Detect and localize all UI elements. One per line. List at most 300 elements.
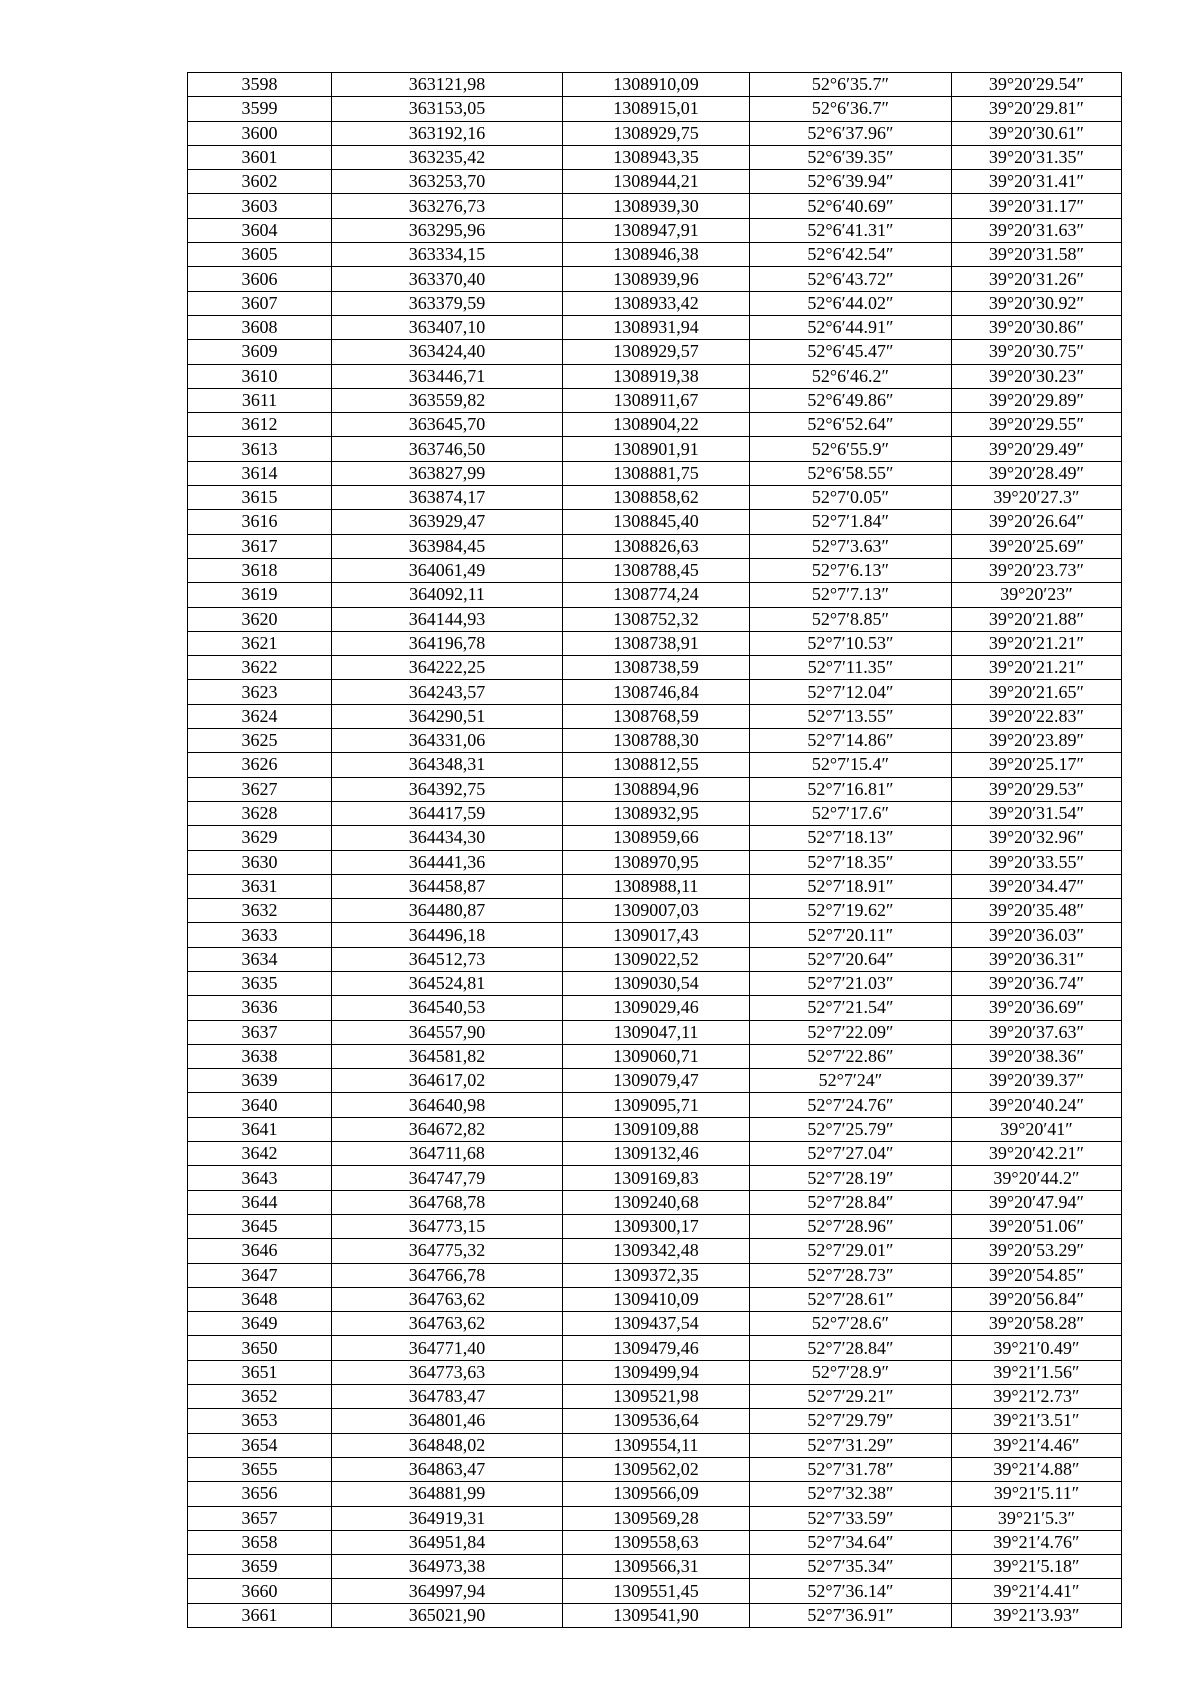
x-coordinate-cell: 363235,42: [332, 145, 563, 169]
latitude-cell: 52°7′7.13″: [750, 583, 952, 607]
y-coordinate-cell: 1308894,96: [563, 777, 750, 801]
latitude-cell: 52°7′31.78″: [750, 1457, 952, 1481]
longitude-cell: 39°20′39.37″: [952, 1069, 1122, 1093]
latitude-cell: 52°6′44.02″: [750, 291, 952, 315]
y-coordinate-cell: 1309554,11: [563, 1433, 750, 1457]
table-row: [188, 631, 1122, 655]
table-row: [188, 729, 1122, 753]
point-number-cell: 3629: [188, 826, 332, 850]
y-coordinate-cell: 1308943,35: [563, 145, 750, 169]
longitude-cell: 39°21′0.49″: [952, 1336, 1122, 1360]
table-row: [188, 486, 1122, 510]
x-coordinate-cell: 364773,63: [332, 1360, 563, 1384]
latitude-cell: 52°7′29.79″: [750, 1409, 952, 1433]
longitude-cell: 39°20′28.49″: [952, 461, 1122, 485]
y-coordinate-cell: 1308738,91: [563, 631, 750, 655]
latitude-cell: 52°6′45.47″: [750, 340, 952, 364]
longitude-cell: 39°21′4.41″: [952, 1579, 1122, 1603]
y-coordinate-cell: 1308959,66: [563, 826, 750, 850]
longitude-cell: 39°20′36.31″: [952, 947, 1122, 971]
longitude-cell: 39°20′23″: [952, 583, 1122, 607]
longitude-cell: 39°20′41″: [952, 1117, 1122, 1141]
point-number-cell: 3656: [188, 1482, 332, 1506]
y-coordinate-cell: 1308812,55: [563, 753, 750, 777]
point-number-cell: 3644: [188, 1190, 332, 1214]
y-coordinate-cell: 1308881,75: [563, 461, 750, 485]
point-number-cell: 3607: [188, 291, 332, 315]
x-coordinate-cell: 363827,99: [332, 461, 563, 485]
table-row: [188, 315, 1122, 339]
y-coordinate-cell: 1309047,11: [563, 1020, 750, 1044]
y-coordinate-cell: 1309479,46: [563, 1336, 750, 1360]
point-number-cell: 3633: [188, 923, 332, 947]
x-coordinate-cell: 364783,47: [332, 1385, 563, 1409]
point-number-cell: 3635: [188, 971, 332, 995]
x-coordinate-cell: 364775,32: [332, 1239, 563, 1263]
longitude-cell: 39°20′36.03″: [952, 923, 1122, 947]
latitude-cell: 52°7′21.54″: [750, 996, 952, 1020]
point-number-cell: 3622: [188, 656, 332, 680]
table-row: [188, 291, 1122, 315]
y-coordinate-cell: 1309551,45: [563, 1579, 750, 1603]
y-coordinate-cell: 1309060,71: [563, 1044, 750, 1068]
table-row: [188, 194, 1122, 218]
x-coordinate-cell: 364557,90: [332, 1020, 563, 1044]
table-row: [188, 413, 1122, 437]
latitude-cell: 52°7′16.81″: [750, 777, 952, 801]
longitude-cell: 39°20′31.58″: [952, 243, 1122, 267]
point-number-cell: 3625: [188, 729, 332, 753]
point-number-cell: 3652: [188, 1385, 332, 1409]
x-coordinate-cell: 364881,99: [332, 1482, 563, 1506]
point-number-cell: 3598: [188, 73, 332, 97]
latitude-cell: 52°7′18.35″: [750, 850, 952, 874]
point-number-cell: 3617: [188, 534, 332, 558]
x-coordinate-cell: 364348,31: [332, 753, 563, 777]
y-coordinate-cell: 1309300,17: [563, 1214, 750, 1238]
y-coordinate-cell: 1309499,94: [563, 1360, 750, 1384]
longitude-cell: 39°20′40.24″: [952, 1093, 1122, 1117]
table-row: [188, 874, 1122, 898]
x-coordinate-cell: 364458,87: [332, 874, 563, 898]
latitude-cell: 52°7′20.64″: [750, 947, 952, 971]
latitude-cell: 52°7′28.96″: [750, 1214, 952, 1238]
longitude-cell: 39°20′37.63″: [952, 1020, 1122, 1044]
y-coordinate-cell: 1308988,11: [563, 874, 750, 898]
latitude-cell: 52°7′21.03″: [750, 971, 952, 995]
latitude-cell: 52°7′28.9″: [750, 1360, 952, 1384]
table-row: [188, 1336, 1122, 1360]
table-row: [188, 1142, 1122, 1166]
latitude-cell: 52°7′22.86″: [750, 1044, 952, 1068]
point-number-cell: 3648: [188, 1287, 332, 1311]
table-row: [188, 777, 1122, 801]
point-number-cell: 3637: [188, 1020, 332, 1044]
latitude-cell: 52°7′14.86″: [750, 729, 952, 753]
table-row: [188, 170, 1122, 194]
x-coordinate-cell: 364222,25: [332, 656, 563, 680]
longitude-cell: 39°20′31.63″: [952, 218, 1122, 242]
point-number-cell: 3627: [188, 777, 332, 801]
table-row: [188, 607, 1122, 631]
x-coordinate-cell: 364496,18: [332, 923, 563, 947]
latitude-cell: 52°7′18.91″: [750, 874, 952, 898]
y-coordinate-cell: 1309132,46: [563, 1142, 750, 1166]
y-coordinate-cell: 1308774,24: [563, 583, 750, 607]
table-row: [188, 1312, 1122, 1336]
y-coordinate-cell: 1308768,59: [563, 704, 750, 728]
table-row: [188, 1117, 1122, 1141]
point-number-cell: 3599: [188, 97, 332, 121]
point-number-cell: 3643: [188, 1166, 332, 1190]
y-coordinate-cell: 1308944,21: [563, 170, 750, 194]
latitude-cell: 52°6′52.64″: [750, 413, 952, 437]
table-row: [188, 73, 1122, 97]
longitude-cell: 39°20′36.74″: [952, 971, 1122, 995]
latitude-cell: 52°6′39.94″: [750, 170, 952, 194]
longitude-cell: 39°20′21.65″: [952, 680, 1122, 704]
y-coordinate-cell: 1309029,46: [563, 996, 750, 1020]
x-coordinate-cell: 363192,16: [332, 121, 563, 145]
point-number-cell: 3630: [188, 850, 332, 874]
table-row: [188, 388, 1122, 412]
x-coordinate-cell: 364196,78: [332, 631, 563, 655]
longitude-cell: 39°20′58.28″: [952, 1312, 1122, 1336]
y-coordinate-cell: 1308929,75: [563, 121, 750, 145]
table-row: [188, 704, 1122, 728]
x-coordinate-cell: 364773,15: [332, 1214, 563, 1238]
table-row: [188, 558, 1122, 582]
longitude-cell: 39°20′32.96″: [952, 826, 1122, 850]
point-number-cell: 3651: [188, 1360, 332, 1384]
y-coordinate-cell: 1308910,09: [563, 73, 750, 97]
latitude-cell: 52°7′28.84″: [750, 1190, 952, 1214]
y-coordinate-cell: 1308788,30: [563, 729, 750, 753]
y-coordinate-cell: 1309410,09: [563, 1287, 750, 1311]
x-coordinate-cell: 364747,79: [332, 1166, 563, 1190]
latitude-cell: 52°7′36.14″: [750, 1579, 952, 1603]
table-row: [188, 801, 1122, 825]
longitude-cell: 39°20′23.89″: [952, 729, 1122, 753]
table-row: [188, 534, 1122, 558]
y-coordinate-cell: 1308738,59: [563, 656, 750, 680]
latitude-cell: 52°6′43.72″: [750, 267, 952, 291]
longitude-cell: 39°21′5.3″: [952, 1506, 1122, 1530]
table-row: [188, 1214, 1122, 1238]
point-number-cell: 3615: [188, 486, 332, 510]
latitude-cell: 52°6′46.2″: [750, 364, 952, 388]
latitude-cell: 52°7′28.61″: [750, 1287, 952, 1311]
point-number-cell: 3638: [188, 1044, 332, 1068]
latitude-cell: 52°6′36.7″: [750, 97, 952, 121]
y-coordinate-cell: 1308904,22: [563, 413, 750, 437]
x-coordinate-cell: 364640,98: [332, 1093, 563, 1117]
point-number-cell: 3639: [188, 1069, 332, 1093]
x-coordinate-cell: 364801,46: [332, 1409, 563, 1433]
point-number-cell: 3659: [188, 1555, 332, 1579]
table-row: [188, 971, 1122, 995]
longitude-cell: 39°20′29.89″: [952, 388, 1122, 412]
longitude-cell: 39°20′51.06″: [952, 1214, 1122, 1238]
latitude-cell: 52°7′13.55″: [750, 704, 952, 728]
longitude-cell: 39°20′29.54″: [952, 73, 1122, 97]
point-number-cell: 3640: [188, 1093, 332, 1117]
longitude-cell: 39°20′35.48″: [952, 899, 1122, 923]
longitude-cell: 39°20′34.47″: [952, 874, 1122, 898]
point-number-cell: 3654: [188, 1433, 332, 1457]
longitude-cell: 39°20′21.21″: [952, 656, 1122, 680]
y-coordinate-cell: 1308947,91: [563, 218, 750, 242]
y-coordinate-cell: 1308858,62: [563, 486, 750, 510]
x-coordinate-cell: 363407,10: [332, 315, 563, 339]
y-coordinate-cell: 1308746,84: [563, 680, 750, 704]
x-coordinate-cell: 364061,49: [332, 558, 563, 582]
longitude-cell: 39°21′4.46″: [952, 1433, 1122, 1457]
x-coordinate-cell: 364768,78: [332, 1190, 563, 1214]
longitude-cell: 39°21′3.51″: [952, 1409, 1122, 1433]
y-coordinate-cell: 1308919,38: [563, 364, 750, 388]
longitude-cell: 39°20′54.85″: [952, 1263, 1122, 1287]
table-row: [188, 996, 1122, 1020]
y-coordinate-cell: 1308915,01: [563, 97, 750, 121]
latitude-cell: 52°7′25.79″: [750, 1117, 952, 1141]
x-coordinate-cell: 364417,59: [332, 801, 563, 825]
x-coordinate-cell: 364441,36: [332, 850, 563, 874]
y-coordinate-cell: 1309022,52: [563, 947, 750, 971]
point-number-cell: 3619: [188, 583, 332, 607]
table-row: [188, 1433, 1122, 1457]
point-number-cell: 3601: [188, 145, 332, 169]
table-row: [188, 899, 1122, 923]
x-coordinate-cell: 364434,30: [332, 826, 563, 850]
table-row: [188, 1555, 1122, 1579]
y-coordinate-cell: 1308933,42: [563, 291, 750, 315]
table-row: [188, 267, 1122, 291]
table-row: [188, 923, 1122, 947]
x-coordinate-cell: 364617,02: [332, 1069, 563, 1093]
x-coordinate-cell: 364763,62: [332, 1312, 563, 1336]
longitude-cell: 39°20′33.55″: [952, 850, 1122, 874]
x-coordinate-cell: 363334,15: [332, 243, 563, 267]
latitude-cell: 52°7′17.6″: [750, 801, 952, 825]
latitude-cell: 52°7′19.62″: [750, 899, 952, 923]
point-number-cell: 3620: [188, 607, 332, 631]
latitude-cell: 52°6′40.69″: [750, 194, 952, 218]
x-coordinate-cell: 363295,96: [332, 218, 563, 242]
x-coordinate-cell: 364331,06: [332, 729, 563, 753]
latitude-cell: 52°7′34.64″: [750, 1530, 952, 1554]
longitude-cell: 39°20′30.92″: [952, 291, 1122, 315]
latitude-cell: 52°7′24.76″: [750, 1093, 952, 1117]
y-coordinate-cell: 1309536,64: [563, 1409, 750, 1433]
point-number-cell: 3628: [188, 801, 332, 825]
point-number-cell: 3618: [188, 558, 332, 582]
x-coordinate-cell: 364766,78: [332, 1263, 563, 1287]
x-coordinate-cell: 364863,47: [332, 1457, 563, 1481]
point-number-cell: 3661: [188, 1603, 332, 1627]
longitude-cell: 39°21′5.11″: [952, 1482, 1122, 1506]
y-coordinate-cell: 1308788,45: [563, 558, 750, 582]
table-row: [188, 1239, 1122, 1263]
point-number-cell: 3653: [188, 1409, 332, 1433]
x-coordinate-cell: 364672,82: [332, 1117, 563, 1141]
y-coordinate-cell: 1309079,47: [563, 1069, 750, 1093]
y-coordinate-cell: 1309109,88: [563, 1117, 750, 1141]
y-coordinate-cell: 1309562,02: [563, 1457, 750, 1481]
x-coordinate-cell: 363379,59: [332, 291, 563, 315]
latitude-cell: 52°7′32.38″: [750, 1482, 952, 1506]
longitude-cell: 39°20′36.69″: [952, 996, 1122, 1020]
latitude-cell: 52°7′11.35″: [750, 656, 952, 680]
table-row: [188, 947, 1122, 971]
longitude-cell: 39°20′47.94″: [952, 1190, 1122, 1214]
point-number-cell: 3641: [188, 1117, 332, 1141]
point-number-cell: 3621: [188, 631, 332, 655]
point-number-cell: 3655: [188, 1457, 332, 1481]
latitude-cell: 52°6′42.54″: [750, 243, 952, 267]
x-coordinate-cell: 364092,11: [332, 583, 563, 607]
latitude-cell: 52°7′10.53″: [750, 631, 952, 655]
latitude-cell: 52°6′58.55″: [750, 461, 952, 485]
longitude-cell: 39°21′5.18″: [952, 1555, 1122, 1579]
y-coordinate-cell: 1309007,03: [563, 899, 750, 923]
point-number-cell: 3610: [188, 364, 332, 388]
latitude-cell: 52°6′41.31″: [750, 218, 952, 242]
latitude-cell: 52°6′37.96″: [750, 121, 952, 145]
table-row: [188, 461, 1122, 485]
point-number-cell: 3634: [188, 947, 332, 971]
point-number-cell: 3609: [188, 340, 332, 364]
x-coordinate-cell: 364711,68: [332, 1142, 563, 1166]
x-coordinate-cell: 363929,47: [332, 510, 563, 534]
x-coordinate-cell: 363559,82: [332, 388, 563, 412]
longitude-cell: 39°21′4.76″: [952, 1530, 1122, 1554]
latitude-cell: 52°7′28.73″: [750, 1263, 952, 1287]
longitude-cell: 39°20′31.26″: [952, 267, 1122, 291]
x-coordinate-cell: 364512,73: [332, 947, 563, 971]
table-row: [188, 656, 1122, 680]
point-number-cell: 3611: [188, 388, 332, 412]
coordinates-table-body: [188, 73, 1122, 1628]
x-coordinate-cell: 363984,45: [332, 534, 563, 558]
y-coordinate-cell: 1308939,30: [563, 194, 750, 218]
y-coordinate-cell: 1308901,91: [563, 437, 750, 461]
point-number-cell: 3649: [188, 1312, 332, 1336]
latitude-cell: 52°7′31.29″: [750, 1433, 952, 1457]
y-coordinate-cell: 1309240,68: [563, 1190, 750, 1214]
y-coordinate-cell: 1309030,54: [563, 971, 750, 995]
longitude-cell: 39°20′44.2″: [952, 1166, 1122, 1190]
longitude-cell: 39°20′25.69″: [952, 534, 1122, 558]
latitude-cell: 52°7′24″: [750, 1069, 952, 1093]
table-row: [188, 850, 1122, 874]
table-row: [188, 97, 1122, 121]
latitude-cell: 52°7′12.04″: [750, 680, 952, 704]
table-row: [188, 1457, 1122, 1481]
latitude-cell: 52°7′20.11″: [750, 923, 952, 947]
table-row: [188, 243, 1122, 267]
longitude-cell: 39°20′56.84″: [952, 1287, 1122, 1311]
table-row: [188, 145, 1122, 169]
longitude-cell: 39°21′4.88″: [952, 1457, 1122, 1481]
longitude-cell: 39°20′27.3″: [952, 486, 1122, 510]
y-coordinate-cell: 1308911,67: [563, 388, 750, 412]
longitude-cell: 39°20′23.73″: [952, 558, 1122, 582]
longitude-cell: 39°20′29.81″: [952, 97, 1122, 121]
latitude-cell: 52°7′1.84″: [750, 510, 952, 534]
longitude-cell: 39°20′30.86″: [952, 315, 1122, 339]
longitude-cell: 39°20′31.54″: [952, 801, 1122, 825]
longitude-cell: 39°20′22.83″: [952, 704, 1122, 728]
point-number-cell: 3626: [188, 753, 332, 777]
longitude-cell: 39°21′3.93″: [952, 1603, 1122, 1627]
y-coordinate-cell: 1308826,63: [563, 534, 750, 558]
point-number-cell: 3604: [188, 218, 332, 242]
point-number-cell: 3602: [188, 170, 332, 194]
table-row: [188, 1287, 1122, 1311]
table-row: [188, 1506, 1122, 1530]
y-coordinate-cell: 1309566,09: [563, 1482, 750, 1506]
latitude-cell: 52°6′44.91″: [750, 315, 952, 339]
latitude-cell: 52°7′28.84″: [750, 1336, 952, 1360]
y-coordinate-cell: 1308931,94: [563, 315, 750, 339]
latitude-cell: 52°7′22.09″: [750, 1020, 952, 1044]
y-coordinate-cell: 1309558,63: [563, 1530, 750, 1554]
x-coordinate-cell: 364290,51: [332, 704, 563, 728]
point-number-cell: 3647: [188, 1263, 332, 1287]
point-number-cell: 3624: [188, 704, 332, 728]
x-coordinate-cell: 364771,40: [332, 1336, 563, 1360]
point-number-cell: 3636: [188, 996, 332, 1020]
y-coordinate-cell: 1309169,83: [563, 1166, 750, 1190]
table-row: [188, 1482, 1122, 1506]
latitude-cell: 52°7′36.91″: [750, 1603, 952, 1627]
y-coordinate-cell: 1308752,32: [563, 607, 750, 631]
table-row: [188, 1579, 1122, 1603]
latitude-cell: 52°6′55.9″: [750, 437, 952, 461]
x-coordinate-cell: 364973,38: [332, 1555, 563, 1579]
table-row: [188, 510, 1122, 534]
x-coordinate-cell: 364480,87: [332, 899, 563, 923]
y-coordinate-cell: 1309095,71: [563, 1093, 750, 1117]
x-coordinate-cell: 363253,70: [332, 170, 563, 194]
x-coordinate-cell: 363446,71: [332, 364, 563, 388]
point-number-cell: 3612: [188, 413, 332, 437]
point-number-cell: 3623: [188, 680, 332, 704]
longitude-cell: 39°20′21.21″: [952, 631, 1122, 655]
x-coordinate-cell: 363746,50: [332, 437, 563, 461]
table-row: [188, 1020, 1122, 1044]
y-coordinate-cell: 1309541,90: [563, 1603, 750, 1627]
point-number-cell: 3603: [188, 194, 332, 218]
latitude-cell: 52°7′18.13″: [750, 826, 952, 850]
latitude-cell: 52°7′28.6″: [750, 1312, 952, 1336]
x-coordinate-cell: 363874,17: [332, 486, 563, 510]
latitude-cell: 52°7′29.21″: [750, 1385, 952, 1409]
point-number-cell: 3642: [188, 1142, 332, 1166]
longitude-cell: 39°20′38.36″: [952, 1044, 1122, 1068]
y-coordinate-cell: 1308939,96: [563, 267, 750, 291]
point-number-cell: 3616: [188, 510, 332, 534]
table-row: [188, 1069, 1122, 1093]
point-number-cell: 3613: [188, 437, 332, 461]
longitude-cell: 39°20′26.64″: [952, 510, 1122, 534]
x-coordinate-cell: 364392,75: [332, 777, 563, 801]
point-number-cell: 3600: [188, 121, 332, 145]
latitude-cell: 52°7′8.85″: [750, 607, 952, 631]
x-coordinate-cell: 364997,94: [332, 1579, 563, 1603]
y-coordinate-cell: 1309521,98: [563, 1385, 750, 1409]
